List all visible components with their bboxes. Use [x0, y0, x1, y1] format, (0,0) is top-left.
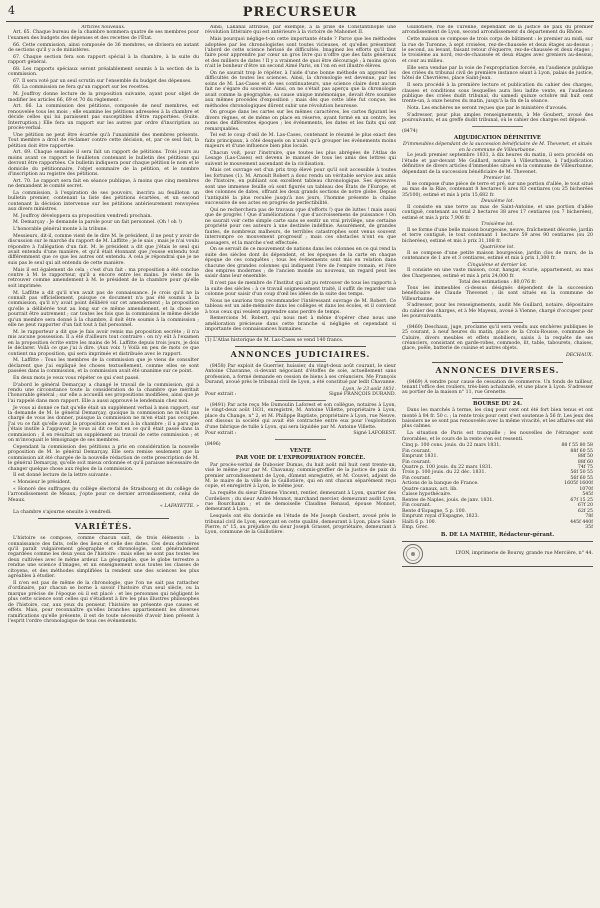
paragraph: Ainsi, Lakanal attribue, par exemple, à la prise de Constantinople une révolution littéraire qui est antérieure à la victoire de Mahomet II. [205, 25, 396, 36]
extract-label: Pour extrait : [205, 392, 237, 398]
quote-value: 74f 75 [577, 465, 593, 471]
quote-label: Emprunt royal d'Espagne, 1823. [402, 514, 480, 520]
lot-text: Il se forme d'une belle maison bourgeoise, neuve, fraîchement décorée, jardin et terre contiguë, le tout contenant 1 hectare 59 ares 90 centiares (ou 20 bicherées), estimé et mis à prix [402, 227, 593, 244]
separator [275, 400, 326, 401]
paragraph: La commission, à l'expiration de ses pouvoirs, inscrira au feuilleton un bulletin premier, contenant la liste des pétitions écartées, et un second contenant la décision intervenue sur les pétitions antérieurement renvoyées aux divers ministres. [8, 190, 199, 213]
lot-title: Cinquième et dernier lot. [467, 262, 528, 268]
paragraph: Art. 66. La commission des pétitions, composée de neuf membres, est renouvelée tous les mois ; elle examine les pétitions adressées à la chambre et décide celles qui lui paraissent pas susceptibles d'être rapportées. (Suite. Interruption.) Elle fera un rapport sur les autres par ordre d'inscription au procès-verbal. [8, 104, 199, 132]
imprint-bar [402, 541, 593, 567]
quote-label: Trois p. 100 jouis. du 22 déc. 1831. [402, 470, 486, 476]
paragraph: 66. Cette commission, ainsi composée de 36 membres, se divisera en autant de sections qu'il y a de ministères. [8, 42, 199, 53]
paragraph: La chambre s'ajourne ensuite à vendredi. [13, 509, 112, 515]
lot-title: Troisième lot. [481, 222, 514, 228]
quote-value: 56f 50 55 [570, 470, 593, 476]
paragraph: Il est donné lecture de la lettre suivante : [13, 473, 112, 479]
notice: (8458) Par exploit de Guerrier, huissier, du vingt-deux août courant, le sieur Antoine Chavanne, ci-devant négociant d'étoffes de soie, actuellement sans profession, a formé demande en cession de biens à ses créanciers. Me François Durand, avoué près le tribunal civil de Lyon, a été constitué par ledit Chavanne. [205, 363, 396, 386]
notice: Il sera procédé à la première lecture et publication du cahier des charges, clauses et conditions sous lesquelles aura lieu ladite vente, en l'audience publique des criées dudit tribunal, du samedi quinze octobre mil huit cent trente-un, à onze heures du matin, jusqu'à la fin de la séance. [402, 83, 593, 105]
notice: La requête du sieur Étienne Vincent, rentier, demeurant à Lyon, quartier des Cordeliers ; du sieur André Monnot, marchand mercier, demeurant audit Lyon, rue Bourchanin ; et de demoiselle Claudine Renaud, épouse Monnot, demeurant à Lyon. [205, 491, 396, 513]
notice: (8469) A vendre pour cause de cessation de commerce. Un fonds de tailleur, tenant l'office des rouliers, très-bien achalandé, et une place à Lyon. S'adresser au portier de la maison n° 11, rue Grenette. [402, 379, 593, 396]
lot-price: 1,300 fr. [535, 256, 556, 262]
paragraph: Messieurs, dit-il, comme vient de le dire M. le président, il ne peut y avoir de discussion sur le marché du rapport de M. Laffitte ; je le sais ; mais je n'ai voulu répondre à l'allégation d'un fait. M. le président a dit que j'étais le seul qui avait entendu d'une manière, et qu'il était étonnant que j'eusse entendu tout différemment que ce que les autres ont entendu. A cela je répondrai que je ne suis pas le seul qui ait entendu de cette manière. [8, 233, 199, 266]
paragraph: D'abord le général Demarçay a changé le travail de la commission, qui a rendu une circonstance toute la considération de la chambre que méritait l'honorable général ; sur elle a accueilli ses propositions modifiées, ainsi que je l'ai rappelé dans mon rapport. Elle a aussi approuvé le lendemain chez moi. [8, 382, 199, 404]
quote-label: Cinq p. 100 cons. jouis. du 22 mars 1831. [402, 443, 501, 449]
lot-price: 15,682 fr. [471, 192, 495, 198]
paragraph: On ne saurait trop le répéter, à l'aide d'une bonne méthode on apprend les difficultés de toutes les sciences. Ainsi, la chronologie est devenue, par les soins de M. Las-Cases et de ses continuateurs, une science claire dont aucun fait ne s'égare du souvenir. Ainsi, on ne s'était pas aperçu que la chronologie avait comme la géographie, sa cause unique mnémonique, devait être soumise aux mêmes procédés d'exposition ; mais dès que cette idée fut conçue, les méthodes chronologiques dûrent subir une révolution heureuse. [205, 71, 396, 109]
paragraph: 68. Les rapports spéciaux seront préalablement soumis à la section de la commission. [8, 66, 199, 78]
quote-label: Quatre canaux, act. lib. [402, 486, 458, 492]
paragraph: On se servait de ce mouvement de nations dans les colonnes en ce qui rend la suite des siècles dont ils dépendent, et les époques de la carte en chaque époque de ces conquêtes ; tous les événements sont mis en relation dans chacune des grandes colonnes qui indiquent l'ère de l'empire romain, et l'ère des empires modernes ; de l'ancien monde au nouveau, un regard peut les saisir dans leur ensemble. [205, 247, 396, 280]
quote-value: 67f 15 25 [570, 497, 593, 503]
paragraph: Qui ne recherchera pas de travaux (que d'efforts !) que de luttes ! mais aussi que de progrès ! Que d'améliorations ! que d'accroissemens de puissance ! On ne saurait voir cette simple carte sans se sentir un vrai privilège, une certaine propriété pour ces auteurs à une destinée indéfinie. Assurément, de grandes fautes, de nombreux malheurs, de terribles catastrophes sont venus souvent interrompre ce mouvement progressif ; mais ces obstacles n'ont eu que passagers, et la marche s'est effectuée. [205, 207, 396, 246]
paragraph: Je vous ai donné ce fait qu'elle était un supplément verbal à mon rapport, sur la demande de M. le général Demarçay, quoique la commission ne m'eût pas chargé de vous les donner, puisque la commission ne m'en était pas occupée. J'ai vu ce fait qu'elle avait la proposition avec moi à la chambre ; il a paru que j'étais inutile à l'appuyer. Je vous ai dit ce fait en ce qu'il était passé dans la commission ; il en résultait un supplément au travail de cette commission ; et on m'invoquait le témoignage de ses membres. [8, 405, 199, 444]
lot-text: Il consiste en une terre au mas de Saint-Antoine, et une portion d'allée contiguë, contenant au total 2 hectares 38 ares 17 centiares (ou 7 bicherées), estimé et mis à prix [402, 204, 593, 221]
paragraph: 67. Chaque section fera son rapport spécial à la chambre, à la suite du rapport général. [8, 54, 199, 66]
paragraph: M. Laffitte : Tous les membres de la commission que je viens de consulter déclarent que j'ai expliqué les choses textuellement, comme elles se sont passées dans la commission, et la commission avait été unanime sur ce point. [8, 358, 199, 375]
lot-text: Il se compose d'une pièce de terre et pré, sur une portion d'allée, le tout situé au mas de la Rize, contenant 8 hectares 8 ares 83 centiares (ou 25 bicherées 35/100), estimé et mis à prix [402, 181, 593, 198]
separator [38, 518, 169, 519]
vente-subtitle: PAR VOIE DE L'EXPROPRIATION FORCÉE. [235, 455, 366, 462]
adjudication-title: ADJUDICATION DÉFINITIVE [454, 135, 541, 142]
paragraph: On groupe dans les cartes sur les mêmes caractères, les cartes figurant les divers règnes, et de même on place en réserve, ayant formé en un centre, les noms des différentes époques ; les événements, les dates et les faits qui ont remarquables. [205, 110, 396, 132]
lot-price: 24,000 fr. [491, 273, 515, 279]
bourse-quotes [402, 443, 593, 530]
notice-signature: Signé LAFOREST. [353, 431, 396, 437]
notice-signature-line [205, 392, 396, 397]
notice: Le jeudi premier septembre 1831, à dix heures du matin, il sera procédé en l'étude et par-devant Me Guillard, notaire à Villeurbanne, à l'adjudication définitive de divers articles d'immeubles situés en la commune de Villeurbanne, dépendant de la succession bénéficiaire de M. Thevenet. [402, 153, 593, 175]
quote-value: 445f 440f [570, 519, 593, 525]
adjudication-number: (8474) [402, 128, 418, 134]
lot-text: Il se compose d'une petite maison bourgeoise, jardin clos de murs, de la contenance de 1 are et 3 centiares, estimé et mis à prix [402, 250, 593, 262]
letter-signature: « LAFAYETTE. » [159, 504, 199, 510]
paragraph: « Monsieur le président, [13, 480, 72, 486]
quote-label: Fin courant. [402, 503, 432, 509]
quote-label: Fin courant. [402, 475, 432, 481]
total-estimations: Total des estimations : 80,076 fr. [458, 280, 537, 286]
quote-value: 1605f 1600f [564, 481, 593, 487]
divers-title: ANNONCES DIVERSES. [435, 364, 560, 375]
lot-price: 7,906 fr. [450, 215, 471, 221]
quote-row [402, 525, 593, 530]
paragraph: Cependant la commission des pétitions a pris en considération la nouvelle proposition de M. le général Demarçay. Elle sera remise seulement que la commission ait été chargée de la nouvelle rédaction de cette prescription de M. le général Demarçay, qu'elle soit mieux ordonnée et qu'il paraisse nécessaire de changer quelque chose aux règles de la commission. [8, 444, 199, 472]
paragraph: Art. 65. Chaque bureau de la chambre nommera quatre de ses membres pour l'examen des budgets des dépenses et des recettes de l'État. [8, 30, 199, 41]
paragraph: M. Laffitte a dit qu'il n'en avait pas de connaissance. Je crois qu'il ne la connaît pas officiellement, puisque ce document n'a pas été soumis à la commission, qu'il n'y avait point délibéré sur cet amendement ; la proposition qu'elle a délibérée tout au long sur ce même amendement, et la chose se pourrait être autrement ; car toutes les fois que la commission le même décide qu'un membre sera donné à la chambre, il doit être soumis à la commission ; elle ne peut rapporter d'un fait tout à fait personnel. [8, 290, 199, 329]
quote-value: 67f 20 [577, 503, 593, 509]
paragraph: La situation de Paris est tranquille ; les nouvelles de l'étranger sont favorables, et le cours de la rente s'en est ressenti. [402, 431, 593, 442]
paragraph: M. Jouffroy développera sa proposition vendredi prochain. [13, 213, 153, 219]
paragraph: L'honorable général monte à la tribune. [13, 227, 108, 233]
notice: (8460) Deschaux, juge, proclame qu'il sera vendu aux enchères publiques le 25 courant, à neuf heures du matin, place de la Croix-Rousse, commune de Caluire, divers meubles et effets mobiliers, saisis à la requête de ses créanciers, consistant en garde-robes, commode, lit, table, tabourets, chaises, glace, poêle, batterie de cuisine et autres objets. [402, 324, 593, 352]
masthead: PRECURSEUR [242, 5, 358, 20]
quote-value: 1070f [579, 486, 593, 492]
separator [275, 361, 326, 362]
paragraph: Remercions M. Robert, qui nous met à même d'opérer chez nous une amélioration précieuse dans cette branche si négligée et cependant si importante des connaissances humaines. [205, 316, 396, 333]
paragraph: Art. 69. Chaque semaine il sera fait un rapport de pétitions. Trois jours au moins avant ce rapport le feuilleton contenant le bulletin des pétitions qui devront être rapportées. Ce bulletin indiquera pour chaque pétition le nom et le domicile du pétitionnaire, l'objet sommaire de la pétition, et le nombre d'inscription au registre des pétitions. [8, 150, 199, 178]
extract-label: Pour extrait : [205, 431, 237, 437]
varietes-title: VARIÉTÉS. [74, 521, 133, 532]
footnote: (1) L'Atlas historique de M. Las-Cases se vend 140 francs. [205, 336, 396, 343]
paragraph: 68. La commission ne fera qu'un rapport sur les recettes. [13, 85, 150, 91]
articles-heading: Articles nouveaux. [81, 25, 126, 30]
paragraph: 67. Il sera voté par un seul scrutin sur l'ensemble du budget des dépenses. [13, 78, 192, 84]
separator [235, 346, 366, 347]
notice: Cette maison se compose de trois corps de bâtiment : le premier au midi, sur la rue de Turenne, à sept croisées, rez-de-chaussée et deux étages au-dessus ; le second, au levant, faisant retour d'équerre, rez-de-chaussée et deux étages ; le troisième au nord, rez-de-chaussée et deux étages avec greniers au-dessus, et cour au milieu. [402, 37, 593, 64]
notice-signature-line [205, 431, 396, 436]
quote-value: 88f 50 [577, 454, 593, 460]
notice-signature: Signé FRANÇOIS DURAND. [328, 392, 396, 398]
paragraph: L'histoire se compose, comme chacun sait, de trois éléments : la connaissance des faits, celle des lieux et celle des dates. Ces deux dernières qu'il paraît vulgairement géographie et chronologie, sont généralement regardées comme les deux yeux de l'histoire : mais elles ne sont pas toutes les deux cultivées avec le même ardeur. La géographie, que le globe terrestre a rendue une science d'images, et un enseignement sous toutes les classes de citoyens, et des méthodes simplifiées la rendent une des sciences les plus agréables à étudier. [8, 536, 199, 580]
column-3 [402, 25, 593, 895]
separator [472, 126, 523, 127]
notice [402, 251, 593, 262]
column-2 [205, 25, 396, 895]
quote-label: Fin courant. [402, 459, 432, 465]
vente-number: (8496) [205, 441, 221, 447]
lot-price: 31,188 fr. [478, 238, 502, 244]
quote-value: 62f 25 [577, 508, 593, 514]
paragraph: Une pétition ne peut être écartée qu'à l'unanimité des membres présents. Tout membre a droit de réclamer contre cette décision, et, par ce seul fait, la pétition doit être rapportée. [8, 132, 199, 149]
quote-label: Emp. Grec. [402, 525, 429, 531]
bourse-title: BOURSE DU 24. [472, 400, 523, 407]
notice: Nota. Les enchères ne seront reçues que par le ministère d'avoués. [407, 106, 568, 112]
notice: Elle sera vendue par la voie de l'expropriation forcée, en l'audience publique des criées du tribunal civil de première instance séant à Lyon, palais de justice, hôtel de Chevrières, place Saint-Jean. [402, 65, 593, 82]
quote-value: 88f 60 [577, 459, 593, 465]
masthead-rule [6, 21, 594, 22]
quote-label: Fin courant. [402, 448, 432, 454]
paragraph: Il n'est pas de membre de l'Institut qui ait pu retrouver de tous les rapports à la suite des siècles : à ce travail soigneusement traité, il suffit de regarder une colonne pour saisir d'un coup d'œil les idées de la suite des temps. [205, 281, 396, 297]
notice [402, 268, 593, 279]
notice [402, 205, 593, 221]
paragraph: Chacun voit, pour l'instruire, que toutes les plus abrégées de l'Atlas de Lesage (Las-Cases) est devenu le manuel de tous les amis des lettres qui suivent le mouvement ascendant de la civilisation. [205, 150, 396, 167]
lot-title: Quatrième lot. [480, 245, 515, 251]
judicial-title: ANNONCES JUDICIAIRES. [230, 348, 371, 359]
printer-line: LYON, imprimerie de Boursy, grande rue Mercière, n° 44. [455, 551, 593, 557]
quote-value: 78f [585, 514, 593, 520]
seal-stamp-icon [402, 543, 424, 565]
quote-label: Emprunt 1831. [402, 454, 438, 460]
quote-label: Actions de la banque de France. [402, 481, 479, 487]
page-number: 4 [8, 4, 15, 17]
quote-label: Rente d'Espagne, 5 p. 100. [402, 508, 467, 514]
notice: Tous les immeubles ci-dessus désignés dépendent de la succession bénéficiaire de Claude Thevenet ; ils sont situés en la commune de Villeurbanne. [402, 285, 593, 302]
paragraph: M. Jouffroy donne lecture de la proposition suivante, ayant pour objet de modifier les articles 66, 69 et 70 du règlement : [8, 92, 199, 103]
quote-label: Quatre p. 100 jouis. du 22 mars 1831. [402, 465, 493, 471]
paragraph: « Honoré des suffrages du collège électoral de Strasbourg et du collège de l'arrondissement de Meaux, j'opte pour ce dernier arrondissement, celui de Meaux. [8, 486, 199, 503]
notice: (8491) Par acte reçu Me Dumoulin Laforest et son collègue, notaires à Lyon, le vingt-deux août 1831, enregistré, M. Antoine Villette, propriétaire à Lyon, place du Change, n° 2, et M. Philippe Baptiste, propriétaire à Lyon, rue Neuve, ont dissous la société qui avait été contractée entre eux pour l'exploitation d'une fabrique de tulle à Lyon, qui sera liquidée par M. Antoine Villette. [205, 402, 396, 430]
quote-value: 35f [585, 525, 593, 531]
separator [472, 377, 523, 378]
quote-value: 88f 60 55 [570, 448, 593, 454]
paragraph: Mais pourquoi néglige-t-on cette importante étude ? Parce que les méthodes adoptées par les chronologistes sont toutes vicieuses, et qu'elles présentent l'abord de cette science hérissé de difficultés. Imaginez les efforts qu'il faut faire pour apprendre par cœur un gros livre qui n'offre que des faits généraux et des milliers de dates ! Il y a vraiment de quoi être découragé ; à moins qu'on n'ait le bonheur d'être un second Aimé Paris, on l'on en est illustre élèves. [205, 37, 396, 70]
editor-signature: B. DE LA MATHIE, Rédacteur-gérant. [440, 532, 555, 539]
notice: S'adresser, pour plus amples renseignements, à Me Goubert, avoué des poursuivants, et au greffe dudit tribunal, où le cahier des charges est déposé. [402, 112, 593, 124]
notice-place-date: Lyon, le 23 août 1831. [342, 386, 396, 392]
quote-label: Haïti 6 p. 100. [402, 519, 437, 525]
lot-title: Deuxième lot. [481, 199, 514, 205]
paragraph: M. Demarçay : Je demande la parole pour un fait personnel. (Oh ! oh !) [13, 220, 182, 226]
separator [472, 398, 523, 399]
quote-label: Caisse hypothécaire. [402, 492, 452, 498]
paragraph: Mais il est également de cela ; c'est d'un fait : ma proposition a été conclue contre à M. le rapporteur, qu'il a encore entre les mains. Je viens de la retrouver comme amendement à M. le président de la chambre pour qu'elle soit imprimée. [8, 267, 199, 289]
paragraph: Art. 70. Le rapport sera fait en séance publique, à moins que cinq membres ne demandent le comité secret. [8, 178, 199, 190]
notice [402, 182, 593, 198]
notice: Lesquels ont élu domicile en l'étude de Me Joseph Goubert, avoué près le tribunal civil de Lyon, exerçant en cette qualité, demeurant à Lyon, place Saint-Pierre, n° 15, au préjudice du sieur Joseph Grasset, propriétaire, demeurant à Lyon, commune de la Guillotière. [205, 514, 396, 536]
paragraph: En deux mots je veux vous répéter ce qui s'est passé. [13, 375, 140, 381]
paragraph: Dans les marchés à terme, les cinq pour cent ont été fort bien tenus et ont monté à 84 fr. 50 c. ; la rente trois pour cent s'est soutenue à 56 fr. Les jeux des baissiers ne se sont pas renouvelés avec la même vivacité, et les affaires ont été plus calmes. [402, 408, 593, 430]
paragraph: Il n'en est pas de même de la chronologie, que l'on ne sait pas rattacher d'ordinaire, par chacun se borne à savoir l'histoire d'un seul siècle, ou la marque précise de l'époque où il est placé : et les personnes qui négligent le plus cette science sont celles qui s'étudient à lire les plus illustres philosophes de l'histoire, car, aux yeux du penseur, l'histoire ne présente que causes et effets. Mais, pour reconnaître qu'elles branches appartiennent les diverses ramifications qu'elle présente, il est de toute nécessité d'avoir bien présent à l'esprit l'ordre chronologique de tous ces événements. [8, 580, 199, 625]
lot-title: Premier lot. [483, 176, 512, 182]
quote-value: 56f 60 55 [570, 475, 593, 481]
paragraph: Tel est le coup d'œil de M. Las-Cases, contenant le résumé le plus exact des faits principaux, à côté desquels on n'avait qu'à grouper les événements moins majeurs et d'une influence bien plus locale. [205, 133, 396, 150]
notice [402, 228, 593, 244]
notice: S'adresser, pour les renseignements, audit Me Guillard, notaire, dépositaire du cahier des charges, et à Me Mayeux, avoué à Vienne, chargé d'occuper pour les poursuivants. [402, 303, 593, 320]
separator [472, 322, 523, 323]
paragraph: M. le rapporteur a dit que je fais avoir remis ma proposition secrète ; il n'a mis aucune possession. Il a été d'ailleurs tout contraire : on n'y eût à l'examen en la proposition écrite entre les mains de M. Laffitte depuis trois jours, je dois le déclarer. Voilà ce que j'ai à dire. (Aux voix !) Voilà en peu de mots ce que contient ma proposition, qui sera imprimée et distribuée avec le rapport. [8, 329, 199, 357]
quote-label: Rentes de Naples, jouis. de janv. 1831. [402, 497, 494, 503]
notice: Guillotière, rue de Turenne, dépendant de la justice de paix du premier arrondissement de Lyon, second arrondissement du département du Rhône. [402, 25, 593, 36]
adjudication-subtitle: D'immeubles dépendant de la succession bénéficiaire de M. Thevenet, et situés en la commune de Villeurbanne. [402, 142, 593, 153]
quote-value: 545f [582, 492, 593, 498]
quote-value: 88 f 55 80 58 [561, 443, 593, 449]
paragraph: Mais cet ouvrage est d'un prix trop élevé pour qu'il soit accessible à toutes les fortunes (1). M. Arnoult Robert a donc rendu un véritable service aux amis de l'histoire, en publiant son excellent tableau chronologique. Ses épreuves sont une immense feuille où sont figurés un tableau des États de l'Europe, et des colonnes de dates, offrant les deux grands sections de notre globe. Depuis l'antiquité la plus reculée jusqu'à nos jours, l'homme présente la chaîne successive de ses actes en progrès de perfectibilité. [205, 168, 396, 207]
vente-title: VENTE [289, 448, 312, 455]
notice-signature: DECHAUX. [565, 353, 593, 359]
separator [78, 533, 129, 534]
paragraph: Nous ne saurions trop recommander l'intéressant ouvrage de M. Robert. Ce tableau est un aide-mémoire dans les collèges et dans les écoles, et il convient à tous ceux qui veulent apprendre sans perdre de temps. [205, 298, 396, 315]
separator [275, 439, 326, 440]
lot-text: Il consiste en une vaste maison, cour, hangar, écurie, appartement, au mas des Charpennes, estimé et mis à prix [402, 268, 593, 279]
notice: Par procès-verbal de Dubosier Dumas, du huit août mil huit cent trente-un, visé le même jour par M. Chavanay, commis-greffier de la justice de paix du premier arrondissement de Lyon, dûment enregistré, et M. Couvet, adjoint de M. le maire de la ville de la Guillotière, qui en ont chacun séparément reçu copie, et enregistré à Lyon, le même jour. [205, 462, 396, 490]
separator [432, 362, 563, 363]
column-1 [8, 25, 199, 895]
